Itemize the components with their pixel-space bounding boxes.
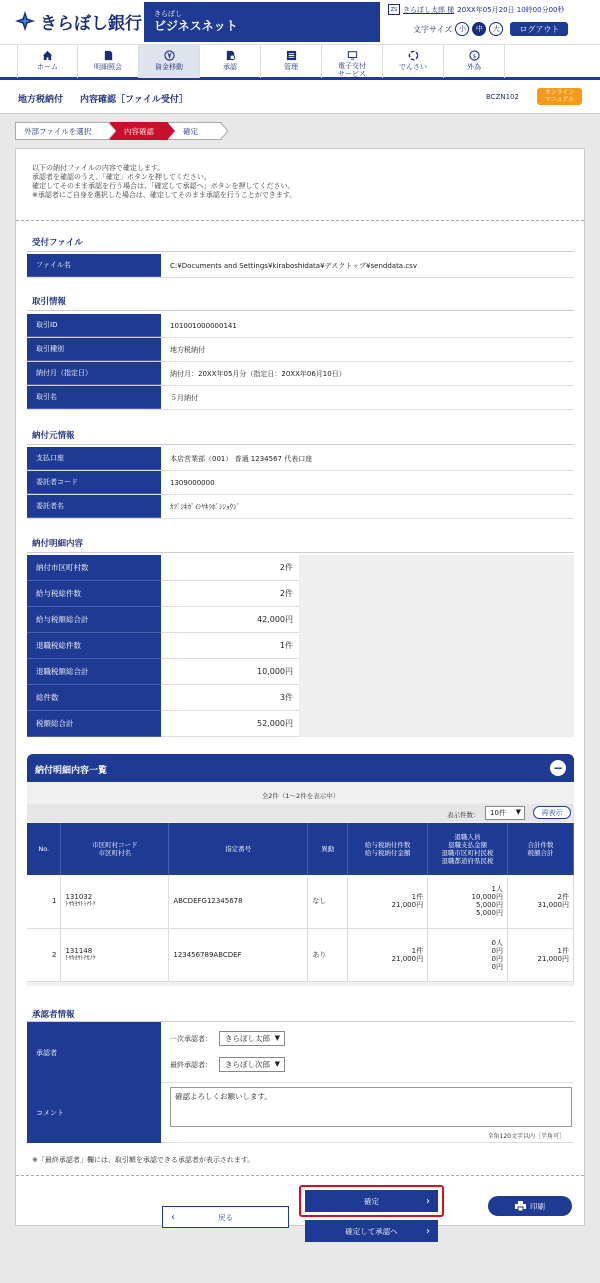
cell-no: 1: [27, 875, 61, 928]
intro-line: 承認者を確認のうえ、「確定」ボタンを押してください。: [32, 173, 211, 181]
nav-statements[interactable]: [78, 45, 139, 78]
table-row: [27, 928, 574, 981]
row-label: 退職税総件数: [27, 633, 161, 659]
row-value: 42,000円: [161, 607, 299, 633]
brand-small: きらぼし: [154, 10, 182, 18]
row-label: 支払口座: [27, 447, 161, 470]
document-icon: [103, 50, 114, 61]
screen-code: BCZN102: [486, 93, 519, 101]
col-no: No.: [27, 823, 61, 875]
filler: [299, 711, 574, 737]
table-header-row: [27, 823, 574, 875]
row-label: 納付市区町村数: [27, 555, 161, 581]
nav-label: 管理: [284, 63, 298, 71]
row-label: 承認者: [27, 1022, 161, 1083]
col-retire: [428, 823, 508, 875]
city-code: 131148: [65, 946, 93, 955]
chevron-right-icon: [220, 122, 228, 140]
nav-e-delivery[interactable]: [322, 45, 383, 78]
cell-change: なし: [308, 875, 348, 928]
cell-line: 31,000円: [537, 901, 569, 910]
row-label: 納付月（指定日）: [27, 362, 161, 385]
header-line: 退職支払金額: [448, 841, 488, 849]
chevron-right-icon: [108, 122, 116, 140]
step-label: 確定: [183, 126, 198, 136]
cell-city: [61, 875, 169, 928]
cell-change: あり: [308, 928, 348, 981]
step-confirm-content: [110, 122, 168, 140]
divider: [27, 251, 574, 252]
file-name-row: [27, 254, 574, 278]
user-info: [388, 4, 565, 15]
summary-row: [27, 633, 574, 659]
approver-row: [27, 1022, 574, 1083]
detail-list-header: [27, 754, 574, 782]
svg-text:$: $: [472, 53, 476, 60]
cell-city: [61, 928, 169, 981]
nav-densai[interactable]: [383, 45, 444, 78]
row-value: [161, 1022, 574, 1083]
transaction-section-title: 取引情報: [32, 297, 67, 307]
row-label: 取引種別: [27, 338, 161, 361]
cell-designated: 123456789ABCDEF: [169, 928, 308, 981]
row-label: 取引名: [27, 386, 161, 409]
summary-row: [27, 685, 574, 711]
summary-row: [27, 659, 574, 685]
bank-logo[interactable]: [14, 9, 142, 33]
filler: [299, 555, 574, 581]
col-city: [61, 823, 169, 875]
cell-total: [508, 875, 574, 928]
step-label: 外部ファイルを選択: [24, 126, 92, 136]
row-value: 10,000円: [161, 659, 299, 685]
cell-line: 0人: [491, 938, 504, 947]
printer-icon: [515, 1201, 526, 1211]
bank-name: きらぼし銀行: [40, 13, 142, 34]
row-value: 101001000000141: [161, 314, 574, 337]
nav-label: 承認: [223, 63, 237, 71]
intro-line: 以下の納付ファイルの内容で確定します。: [32, 164, 165, 172]
header-line: 退職人員: [454, 833, 481, 841]
info-row: [27, 362, 574, 386]
chevron-right-icon: ›: [426, 1225, 430, 1237]
service-brand: [144, 2, 380, 42]
row-label: 税額総合計: [27, 711, 161, 737]
mic-icon: ZS: [388, 4, 400, 15]
cell-retire: [428, 928, 508, 981]
row-value: 2件: [161, 581, 299, 607]
info-row: [27, 314, 574, 338]
row-value: 52,000円: [161, 711, 299, 737]
chevron-right-icon: [167, 122, 175, 140]
management-icon: [286, 50, 297, 61]
filler: [299, 581, 574, 607]
row-value: 1件: [161, 633, 299, 659]
cell-line: 21,000円: [391, 954, 424, 963]
row-value: ５月納付: [161, 386, 574, 409]
display-count-bar: [27, 804, 574, 822]
row-value: 本店営業部（001） 普通 1234567 代表口座: [161, 447, 574, 470]
cell-salary: [348, 928, 428, 981]
divider: [16, 1175, 584, 1176]
display-count-label: 表示件数：: [447, 811, 480, 819]
approver-note: ※「最終承認者」欄には、取引額を承認できる承認者が表示されます。: [32, 1156, 255, 1164]
divider: [27, 310, 574, 311]
nav-approval[interactable]: [200, 45, 261, 78]
nav-fund-transfer[interactable]: [139, 45, 200, 78]
select-value: 10件: [490, 809, 506, 817]
print-button[interactable]: [488, 1196, 572, 1216]
step-label: 内容確認: [124, 126, 154, 136]
row-label: ファイル名: [27, 254, 161, 277]
caret-down-icon: ▼: [274, 1034, 280, 1042]
filler: [299, 659, 574, 685]
comment-limit-hint: 全角120文字以内［半角可］: [487, 1133, 565, 1140]
cell-line: 0円: [491, 962, 504, 971]
divider: [16, 220, 584, 221]
row-label: 委託者名: [27, 495, 161, 518]
payer-section-title: 納付元情報: [32, 431, 75, 441]
font-medium-button[interactable]: 中: [472, 22, 486, 36]
cell-line: 21,000円: [537, 954, 569, 963]
nav-label: 電子交付 サービス: [338, 62, 366, 78]
summary-row: [27, 711, 574, 737]
detail-section-title: 納付明細内容: [32, 539, 84, 549]
kiraboshi-star-icon: [14, 10, 36, 32]
nav-label: でんさい: [399, 63, 427, 71]
title-bar: [0, 80, 600, 114]
cell-no: 2: [27, 928, 61, 981]
button-label: 確定して承認へ: [345, 1226, 398, 1236]
nav-home[interactable]: [17, 45, 78, 78]
cell-line: 0円: [491, 946, 504, 955]
col-salary: [348, 823, 428, 875]
header-line: 税額合計: [527, 849, 554, 857]
detail-list-title: 納付明細内容一覧: [35, 766, 108, 776]
cell-line: 0円: [491, 954, 504, 963]
approval-icon: [225, 50, 236, 61]
font-large-button[interactable]: 大: [489, 22, 503, 36]
button-label: 戻る: [218, 1212, 233, 1222]
chevron-left-icon: ‹: [171, 1211, 175, 1223]
progress-steps: [15, 122, 222, 140]
login-datetime: 20XX年05月20日 10時00分00秒: [457, 5, 565, 14]
row-value: 地方税納付: [161, 338, 574, 361]
divider: [27, 444, 574, 445]
nav-label: 明細照会: [94, 63, 122, 71]
home-icon: [42, 50, 53, 61]
back-button[interactable]: [162, 1206, 289, 1228]
global-nav: [0, 44, 600, 80]
filler: [299, 607, 574, 633]
row-label: 取引ID: [27, 314, 161, 337]
city-name: ﾄｳｷﾖｳﾄﾅｶﾉｸ: [65, 954, 96, 962]
row-label: 給与税額総合計: [27, 607, 161, 633]
logout-button[interactable]: ログアウト: [510, 22, 568, 36]
row-label: コメント: [27, 1083, 161, 1143]
city-code: 131032: [65, 893, 93, 902]
row-label: 総件数: [27, 685, 161, 711]
row-value: 1309000000: [161, 471, 574, 494]
cell-line: 1件: [411, 946, 424, 955]
intro-line: ※承認者にご自身を選択した場合は、確定してそのまま承認を行うことができます。: [32, 191, 297, 199]
row-value: C:¥Documents and Settings¥kiraboshidata¥デスクトップ¥senddata.csv: [161, 254, 574, 277]
nav-forex[interactable]: [444, 45, 505, 78]
collapse-icon[interactable]: −: [550, 760, 566, 776]
cell-line: 10,000円: [471, 893, 504, 902]
header-line: 退職市区町村民税: [441, 849, 494, 857]
header-line: 給与税納付金額: [364, 849, 411, 857]
online-manual-button[interactable]: オンライン マニュアル: [537, 88, 582, 105]
row-value: ｶﾌﾞｼｷｶﾞｲｼﾔｷﾗﾎﾞｼｼｮｳｼﾞ: [161, 495, 574, 518]
detail-table: [27, 823, 574, 982]
info-row: [27, 471, 574, 495]
info-row: [27, 386, 574, 410]
divider: [27, 552, 574, 553]
page-title: 内容確認［ファイル受付］: [80, 95, 188, 105]
col-change: 異動: [308, 823, 348, 875]
summary-row: [27, 581, 574, 607]
info-row: [27, 338, 574, 362]
row-label: 給与税総件数: [27, 581, 161, 607]
row-value: 3件: [161, 685, 299, 711]
row-value: 納付月：20XX年05月分（指定日：20XX年06月10日）: [161, 362, 574, 385]
densai-icon: [408, 50, 419, 61]
user-name-link[interactable]: きらぼし太郎 様: [403, 5, 455, 14]
cell-retire: [428, 875, 508, 928]
summary-row: [27, 607, 574, 633]
page-category: 地方税納付: [18, 95, 64, 105]
step-finalize: [168, 122, 222, 140]
select-value: きらぼし太郎: [225, 1034, 270, 1043]
header-line: 市区町村コード: [92, 841, 138, 849]
header-line: 合計件数: [527, 841, 554, 849]
cell-line: 1件: [411, 893, 424, 902]
font-size-label: 文字サイズ: [413, 24, 453, 34]
summary-row: [27, 555, 574, 581]
row-label: 委託者コード: [27, 471, 161, 494]
cell-total: [508, 928, 574, 981]
header-line: 給与税納付件数: [364, 841, 411, 849]
filler: [299, 633, 574, 659]
header: [0, 0, 600, 44]
final-approver-label: 最終承認者：: [170, 1061, 212, 1069]
first-approver-select[interactable]: [219, 1031, 285, 1046]
cell-line: 5,000円: [475, 901, 504, 910]
button-label: 印刷: [530, 1201, 545, 1211]
info-row: [27, 447, 574, 471]
header-line: 市区町村名: [98, 849, 132, 857]
button-label: 確定: [364, 1196, 379, 1206]
caret-down-icon: ▼: [274, 1060, 280, 1068]
comment-row: [27, 1083, 574, 1143]
cell-line: 2件: [557, 893, 569, 902]
row-label: 退職税額総合計: [27, 659, 161, 685]
caret-down-icon: ▼: [515, 808, 521, 816]
col-total: [508, 823, 574, 875]
col-designated: 指定番号: [169, 823, 308, 875]
forex-icon: [469, 50, 480, 61]
e-delivery-icon: [347, 50, 358, 60]
display-count-select[interactable]: [485, 806, 525, 820]
info-row: [27, 495, 574, 519]
cell-line: 1件: [557, 946, 569, 955]
cell-designated: ABCDEFG12345678: [169, 875, 308, 928]
comment-textarea[interactable]: 確認よろしくお願いします。: [170, 1087, 572, 1127]
nav-label: 外為: [467, 63, 481, 71]
brand-big: ビジネスネット: [154, 19, 238, 33]
font-size-switcher: [413, 22, 568, 36]
cell-line: 21,000円: [391, 901, 424, 910]
nav-management[interactable]: [261, 45, 322, 78]
cell-line: 5,000円: [475, 909, 504, 918]
step-select-file: [15, 122, 110, 140]
approver-section-title: 承認者情報: [32, 1010, 75, 1020]
header-line: 退職都道府県民税: [441, 857, 494, 865]
cell-line: 1人: [491, 885, 504, 894]
city-name: ﾄｳｷﾖｳﾄﾐﾅﾄｸ: [65, 901, 96, 909]
nav-label: 資金移動: [155, 63, 183, 71]
intro-line: 確定してそのまま承認を行う場合は、「確定して承認へ」ボタンを押してください。: [32, 182, 295, 190]
confirm-button[interactable]: [305, 1190, 438, 1212]
file-section-title: 受付ファイル: [32, 238, 83, 248]
intro-text: [32, 164, 296, 200]
font-small-button[interactable]: 小: [455, 22, 469, 36]
cell-salary: [348, 875, 428, 928]
final-approver-select[interactable]: [219, 1057, 285, 1072]
table-row: [27, 875, 574, 928]
row-value: 2件: [161, 555, 299, 581]
confirm-and-approve-button[interactable]: [305, 1220, 438, 1242]
redisplay-button[interactable]: 再表示: [533, 806, 571, 819]
nav-label: ホーム: [37, 63, 58, 71]
first-approver-label: 一次承認者：: [170, 1035, 212, 1043]
result-count: 全2件（1〜2件を表示中）: [261, 792, 340, 800]
row-value: [161, 1083, 574, 1143]
select-value: きらぼし次郎: [225, 1060, 270, 1069]
chevron-right-icon: ›: [426, 1195, 430, 1207]
yen-icon: [164, 50, 175, 61]
filler: [299, 685, 574, 711]
